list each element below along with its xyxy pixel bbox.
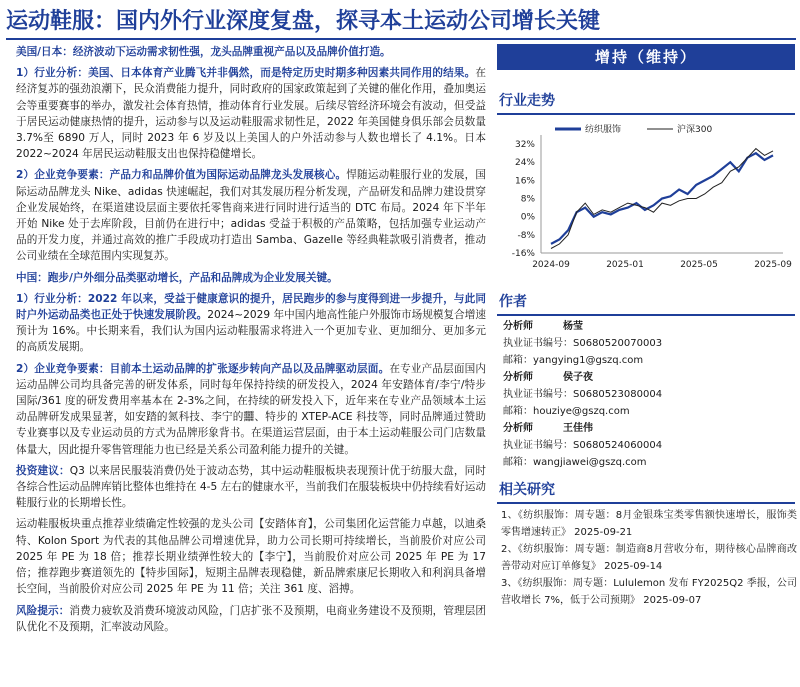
related-research-list: [497, 508, 797, 609]
author-role: 分析师: [503, 423, 533, 434]
paragraph-body: 在专业产品层面国内运动品牌公司均具备完善的研发体系，同时每年保持持续的研发投入，2024 年安踏体育/李宁/特步国际/361 度的研发费用率基本在 2-3%之间，在持续的研发投入下，近年来在专业产品领域本土运动品牌研发成果显著，如安踏的氮科技、李宁的䨻、特步的 XTEP-ACE 科技等，同时品牌通过赞助专业赛事以及专业运动员的方式为品牌形象背书。在渠道运营层面，由于本土运动鞋服公司门店数量体量大，因此提升零售管理能力也已经是关系公司盈利能力提升的关键。: [16, 362, 487, 456]
paragraph-body: 在经济复苏的强劲浪潮下，民众消费能力提升，同时政府的国家政策起到了关键的催化作用，叠加奥运会等重要赛事的举办，激发社会体育热情，推动体育行业发展。后续尽管经济环境会有波动，但受益于居民运动健康热情的提升，运动参与以及运动鞋服需求韧性足，2022 年美国健身俱乐部会员数量 3.7%至 6890 万人，同时 2023 年 6 岁及以上美国人的户外活动参与人数也增长了 4.1%。日本 2022~2024 年居民运动鞋服支出也保持稳健增长。: [16, 67, 486, 161]
y-tick-label: 32%: [514, 140, 535, 151]
y-tick-label: 0%: [520, 212, 535, 223]
y-tick-label: -16%: [511, 249, 535, 259]
series-line-1: [551, 153, 773, 244]
authors-title: 作者: [497, 291, 795, 316]
x-tick-label: 2025-09: [754, 260, 792, 270]
y-tick-label: 16%: [514, 176, 535, 187]
author-name: 侯子夜: [563, 372, 593, 383]
paragraph-body: 2024~2029 年中国内地高性能户外服饰市场规模复合增速预计为 16%。中长期来看，我们认为国内运动鞋服需求将进入一个更加专业、更加细分、更加多元的高质发展期。: [16, 309, 487, 354]
x-tick-label: 2024-09: [532, 260, 570, 270]
authors-list: [497, 318, 797, 471]
industry-trend-title: 行业走势: [497, 90, 795, 115]
rating-badge: 增持（维持）: [497, 44, 795, 70]
y-tick-label: 24%: [514, 158, 535, 169]
author-name: 王佳伟: [563, 423, 593, 434]
paragraph-china-competition: [16, 361, 486, 458]
paragraph-lead: 2）企业竞争要素：产品力和品牌价值为国际运动品牌龙头发展核心。: [16, 169, 347, 182]
author-email[interactable]: 邮箱：yangying1@gszq.com: [503, 355, 644, 366]
main-content: [16, 44, 486, 640]
author-cert: 执业证书编号：S0680523080004: [503, 389, 663, 400]
paragraph-risk: [16, 603, 486, 635]
related-research-title: 相关研究: [497, 479, 795, 504]
chart-svg: [497, 121, 795, 281]
paragraph-lead: 1）行业分析：美国、日本体育产业腾飞并非偶然，而是特定历史时期多种因素共同作用的结果。: [16, 67, 476, 80]
paragraph-lead: 投资建议：: [16, 464, 70, 477]
paragraph-china-industry: [16, 291, 486, 356]
related-research-item[interactable]: 2、《纺织服饰：周专题：制造商8月营收分布，期待核心品牌商改善带动对应订单修复》 2025-09-14: [501, 544, 797, 572]
y-tick-label: -8%: [517, 230, 535, 241]
section-heading-us-japan: 美国/日本：经济波动下运动需求韧性强，龙头品牌重视产品以及品牌价值打造。: [16, 46, 391, 58]
paragraph-lead: 风险提示：: [16, 604, 70, 617]
author-cert: 执业证书编号：S0680524060004: [503, 440, 663, 451]
author-email[interactable]: 邮箱：houziye@gszq.com: [503, 406, 630, 417]
author-name: 杨莹: [563, 321, 583, 332]
paragraph-lead: 1）行业分析：2022 年以来，受益于健康意识的提升，居民跑步的参与度得到进一步提升，与此同时户外运动品类也正处于快速发展阶段。: [16, 292, 486, 322]
author-name-line: [503, 369, 797, 386]
paragraph-industry-analysis: [16, 65, 486, 162]
related-research-item[interactable]: 1、《纺织服饰：周专题：8月金银珠宝类零售额快速增长，服饰类零售增速转正》 2025-09-21: [501, 510, 797, 538]
legend-label-1: 纺织服饰: [585, 125, 622, 135]
legend-label-2: 沪深300: [677, 125, 713, 135]
report-title: 运动鞋服：国内外行业深度复盘，探寻本土运动公司增长关键: [6, 8, 601, 34]
industry-trend-chart: [497, 121, 795, 281]
x-tick-label: 2025-01: [606, 260, 644, 270]
author-cert: 执业证书编号：S0680520070003: [503, 338, 663, 349]
author-role: 分析师: [503, 372, 533, 383]
paragraph-lead: 2）企业竞争要素：目前本土运动品牌的扩张逐步转向产品以及品牌驱动层面。: [16, 362, 390, 375]
section-heading-china: 中国：跑步/户外细分品类驱动增长，产品和品牌成为企业发展关键。: [16, 271, 338, 284]
paragraph-body: Q3 以来居民服装消费仍处于波动态势，其中运动鞋服板块表现预计优于纺服大盘，同时各综合性运动品牌库销比整体也维持在 4-5 左右的健康水平，当前我们在服装板块中仍持续看好运动鞋服行业的长期增长性。: [16, 464, 486, 510]
author-name-line: [503, 318, 797, 335]
author-email[interactable]: 邮箱：wangjiawei@gszq.com: [503, 457, 647, 468]
y-tick-label: 8%: [520, 194, 535, 205]
paragraph-competition-factors: [16, 167, 486, 264]
title-divider: [6, 38, 796, 40]
paragraph-investment-advice: [16, 463, 486, 512]
paragraph-body: 消费力疲软及消费环境波动风险，门店扩张不及预期，电商业务建设不及预期，管理层团队优化不及预期，汇率波动风险。: [16, 604, 486, 633]
related-research-item[interactable]: 3、《纺织服饰：周专题：Lululemon 发布 FY2025Q2 季报，公司营收增长 7%，低于公司预期》 2025-09-07: [501, 578, 797, 606]
sidebar: [497, 44, 797, 610]
author-name-line: [503, 420, 797, 437]
paragraph-recommendations: 运动鞋服板块重点推荐业绩确定性较强的龙头公司【安踏体育】，公司集团化运营能力卓越，以迪桑特、Kolon Sport 为代表的其他品牌公司增速优异，助力公司长期可持续增长，当前股价对应公司 2025 年 PE 为 18 倍；推荐长期业绩弹性较大的【李宁】，当前股价对应公司 2025 年 PE 为 17 倍；推荐跑步赛道领先的【特步国际】，短期主品牌表现稳健，新品牌索康尼长期收入和利润具备增长空间，当前股价对应公司 2025 年 PE 为 11 倍；关注 361 度、滔搏。: [16, 518, 486, 596]
author-role: 分析师: [503, 321, 533, 332]
x-tick-label: 2025-05: [680, 260, 718, 270]
paragraph-body: 悍随运动鞋服行业的发展，国际运动品牌龙头 Nike、adidas 快速崛起，我们对其发展历程分析发现，产品研发和品牌力建设贯穿企业发展始终，在渠道建设层面主要依托零售商来进行同时进行适当的 DTC 布局。2024 年下半年开始 Nike 处于去库阶段，目前仍在进行中；adidas 受益于积极的产品策略，包括加强专业运动产品的开发力度，并通过高效的推广手段成功打造出 Samba、Gazelle 等经典鞋款吸引消费者，推动公司业绩在全球范围内实现复苏。: [16, 169, 486, 263]
